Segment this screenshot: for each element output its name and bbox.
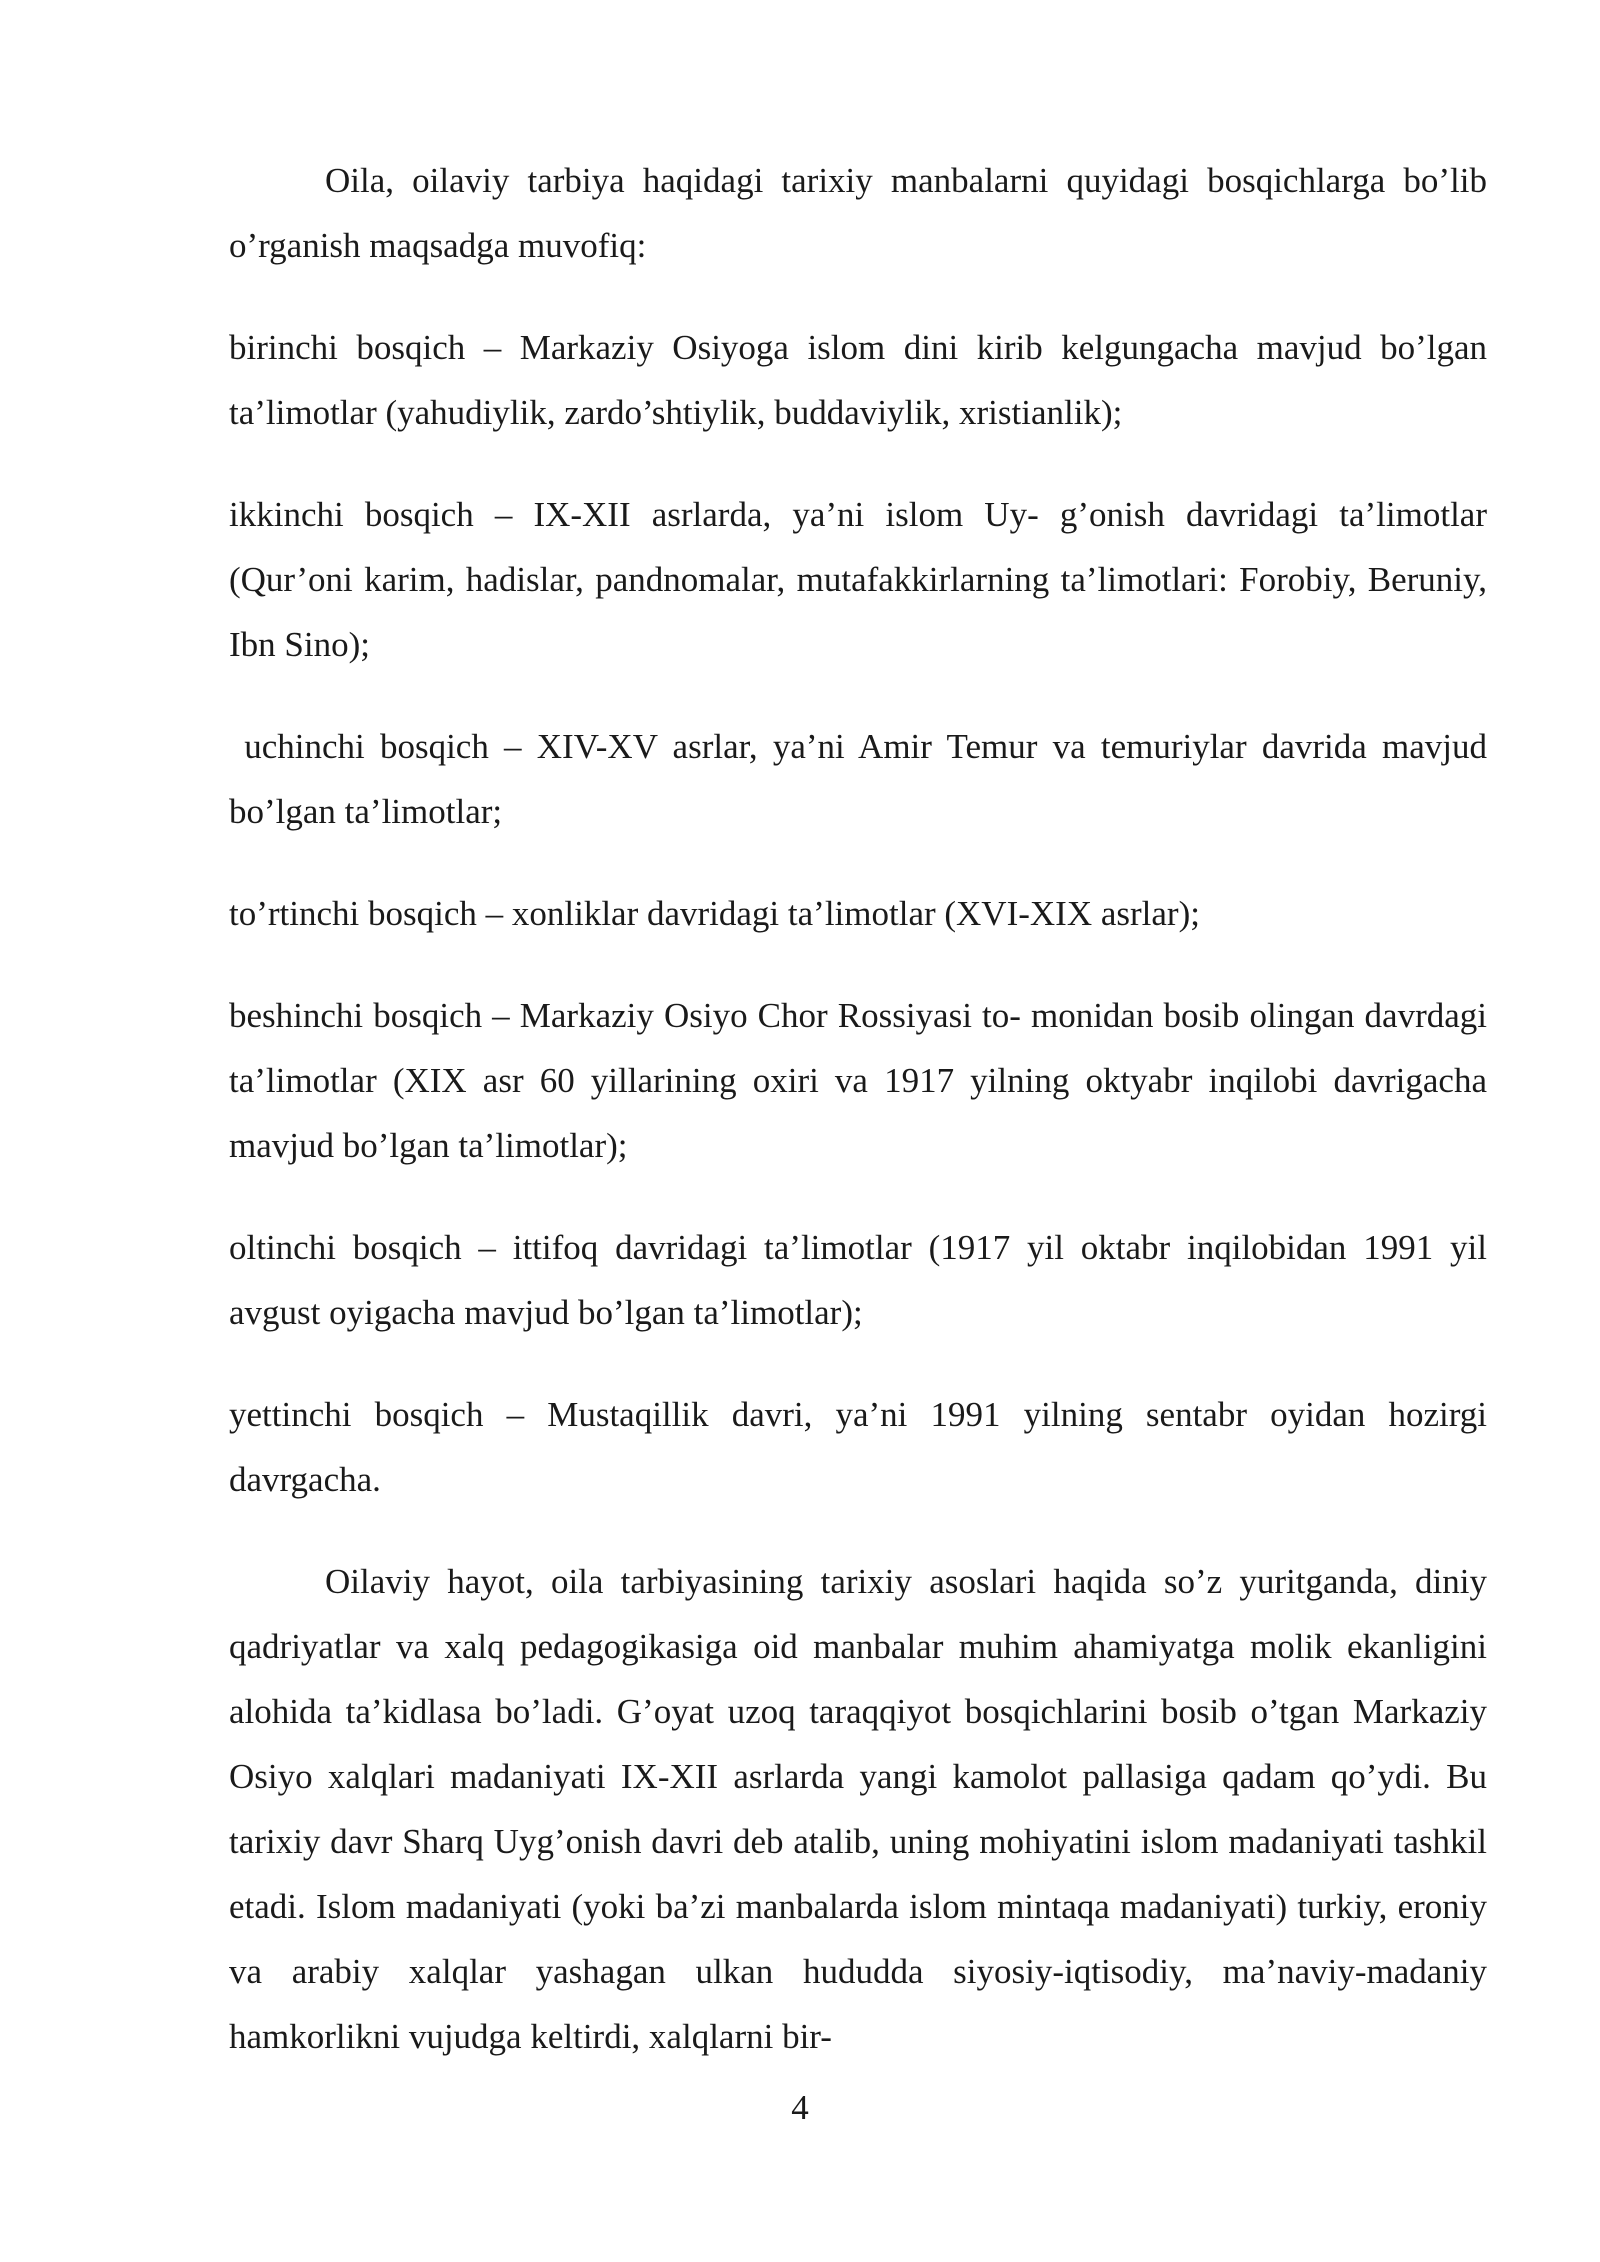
intro-paragraph: Oila, oilaviy tarbiya haqidagi tarixiy manbalarni quyidagi bosqichlarga bo’lib o’rganish maqsadga muvofiq: <box>229 161 1487 265</box>
stage-3-paragraph: uchinchi bosqich – XIV-XV asrlar, ya’ni Amir Temur va temuriylar davrida mavjud bo’lgan ta’limotlar; <box>229 727 1496 831</box>
stage-5-paragraph: beshinchi bosqich – Markaziy Osiyo Chor Rossiyasi to- monidan bosib olingan davrdagi ta’limotlar (XIX asr 60 yillarining oxiri va 1917 yilning oktyabr inqilobi davrigacha mavjud bo’lgan ta’limotlar); <box>229 996 1487 1165</box>
stage-2-paragraph: ikkinchi bosqich – IX-XII asrlarda, ya’ni islom Uy- g’onish davridagi ta’limotlar (Qur’oni karim, hadislar, pandnomalar, mutafakkirlarning ta’limotlari: Forobiy, Beruniy, Ibn Sino); <box>229 495 1487 664</box>
page-number: 4 <box>791 2088 809 2127</box>
document-page <box>229 148 1496 2106</box>
stage-6-paragraph: oltinchi bosqich – ittifoq davridagi ta’limotlar (1917 yil oktabr inqilobidan 1991 yil avgust oyigacha mavjud bo’lgan ta’limotlar); <box>229 1228 1487 1332</box>
stage-1-paragraph: birinchi bosqich – Markaziy Osiyoga islom dini kirib kelgungacha mavjud bo’lgan ta’limotlar (yahudiylik, zardo’shtiylik, buddaviylik, xristianlik); <box>229 328 1487 432</box>
stage-7-paragraph: yettinchi bosqich – Mustaqillik davri, ya’ni 1991 yilning sentabr oyidan hozirgi davrgacha. <box>229 1395 1487 1499</box>
body-paragraph: Oilaviy hayot, oila tarbiyasining tarixiy asoslari haqida so’z yuritganda, diniy qadriyatlar va xalq pedagogikasiga oid manbalar muhim ahamiyatga molik ekanligini alohida ta’kidlasa bo’ladi. G’oyat uzoq taraqqiyot bosqichlarini bosib o’tgan Markaziy Osiyo xalqlari madaniyati IX-XII asrlarda yangi kamolot pallasiga qadam qo’ydi. Bu tarixiy davr Sharq Uyg’onish davri deb atalib, uning mohiyatini islom madaniyati tashkil etadi. Islom madaniyati (yoki ba’zi manbalarda islom mintaqa madaniyati) turkiy, eroniy va arabiy xalqlar yashagan ulkan hududda siyosiy-iqtisodiy, ma’naviy-madaniy hamkorlikni vujudga keltirdi, xalqlarni bir- <box>229 1562 1487 2056</box>
stage-4-paragraph: to’rtinchi bosqich – xonliklar davridagi ta’limotlar (XVI-XIX asrlar); <box>229 894 1200 933</box>
